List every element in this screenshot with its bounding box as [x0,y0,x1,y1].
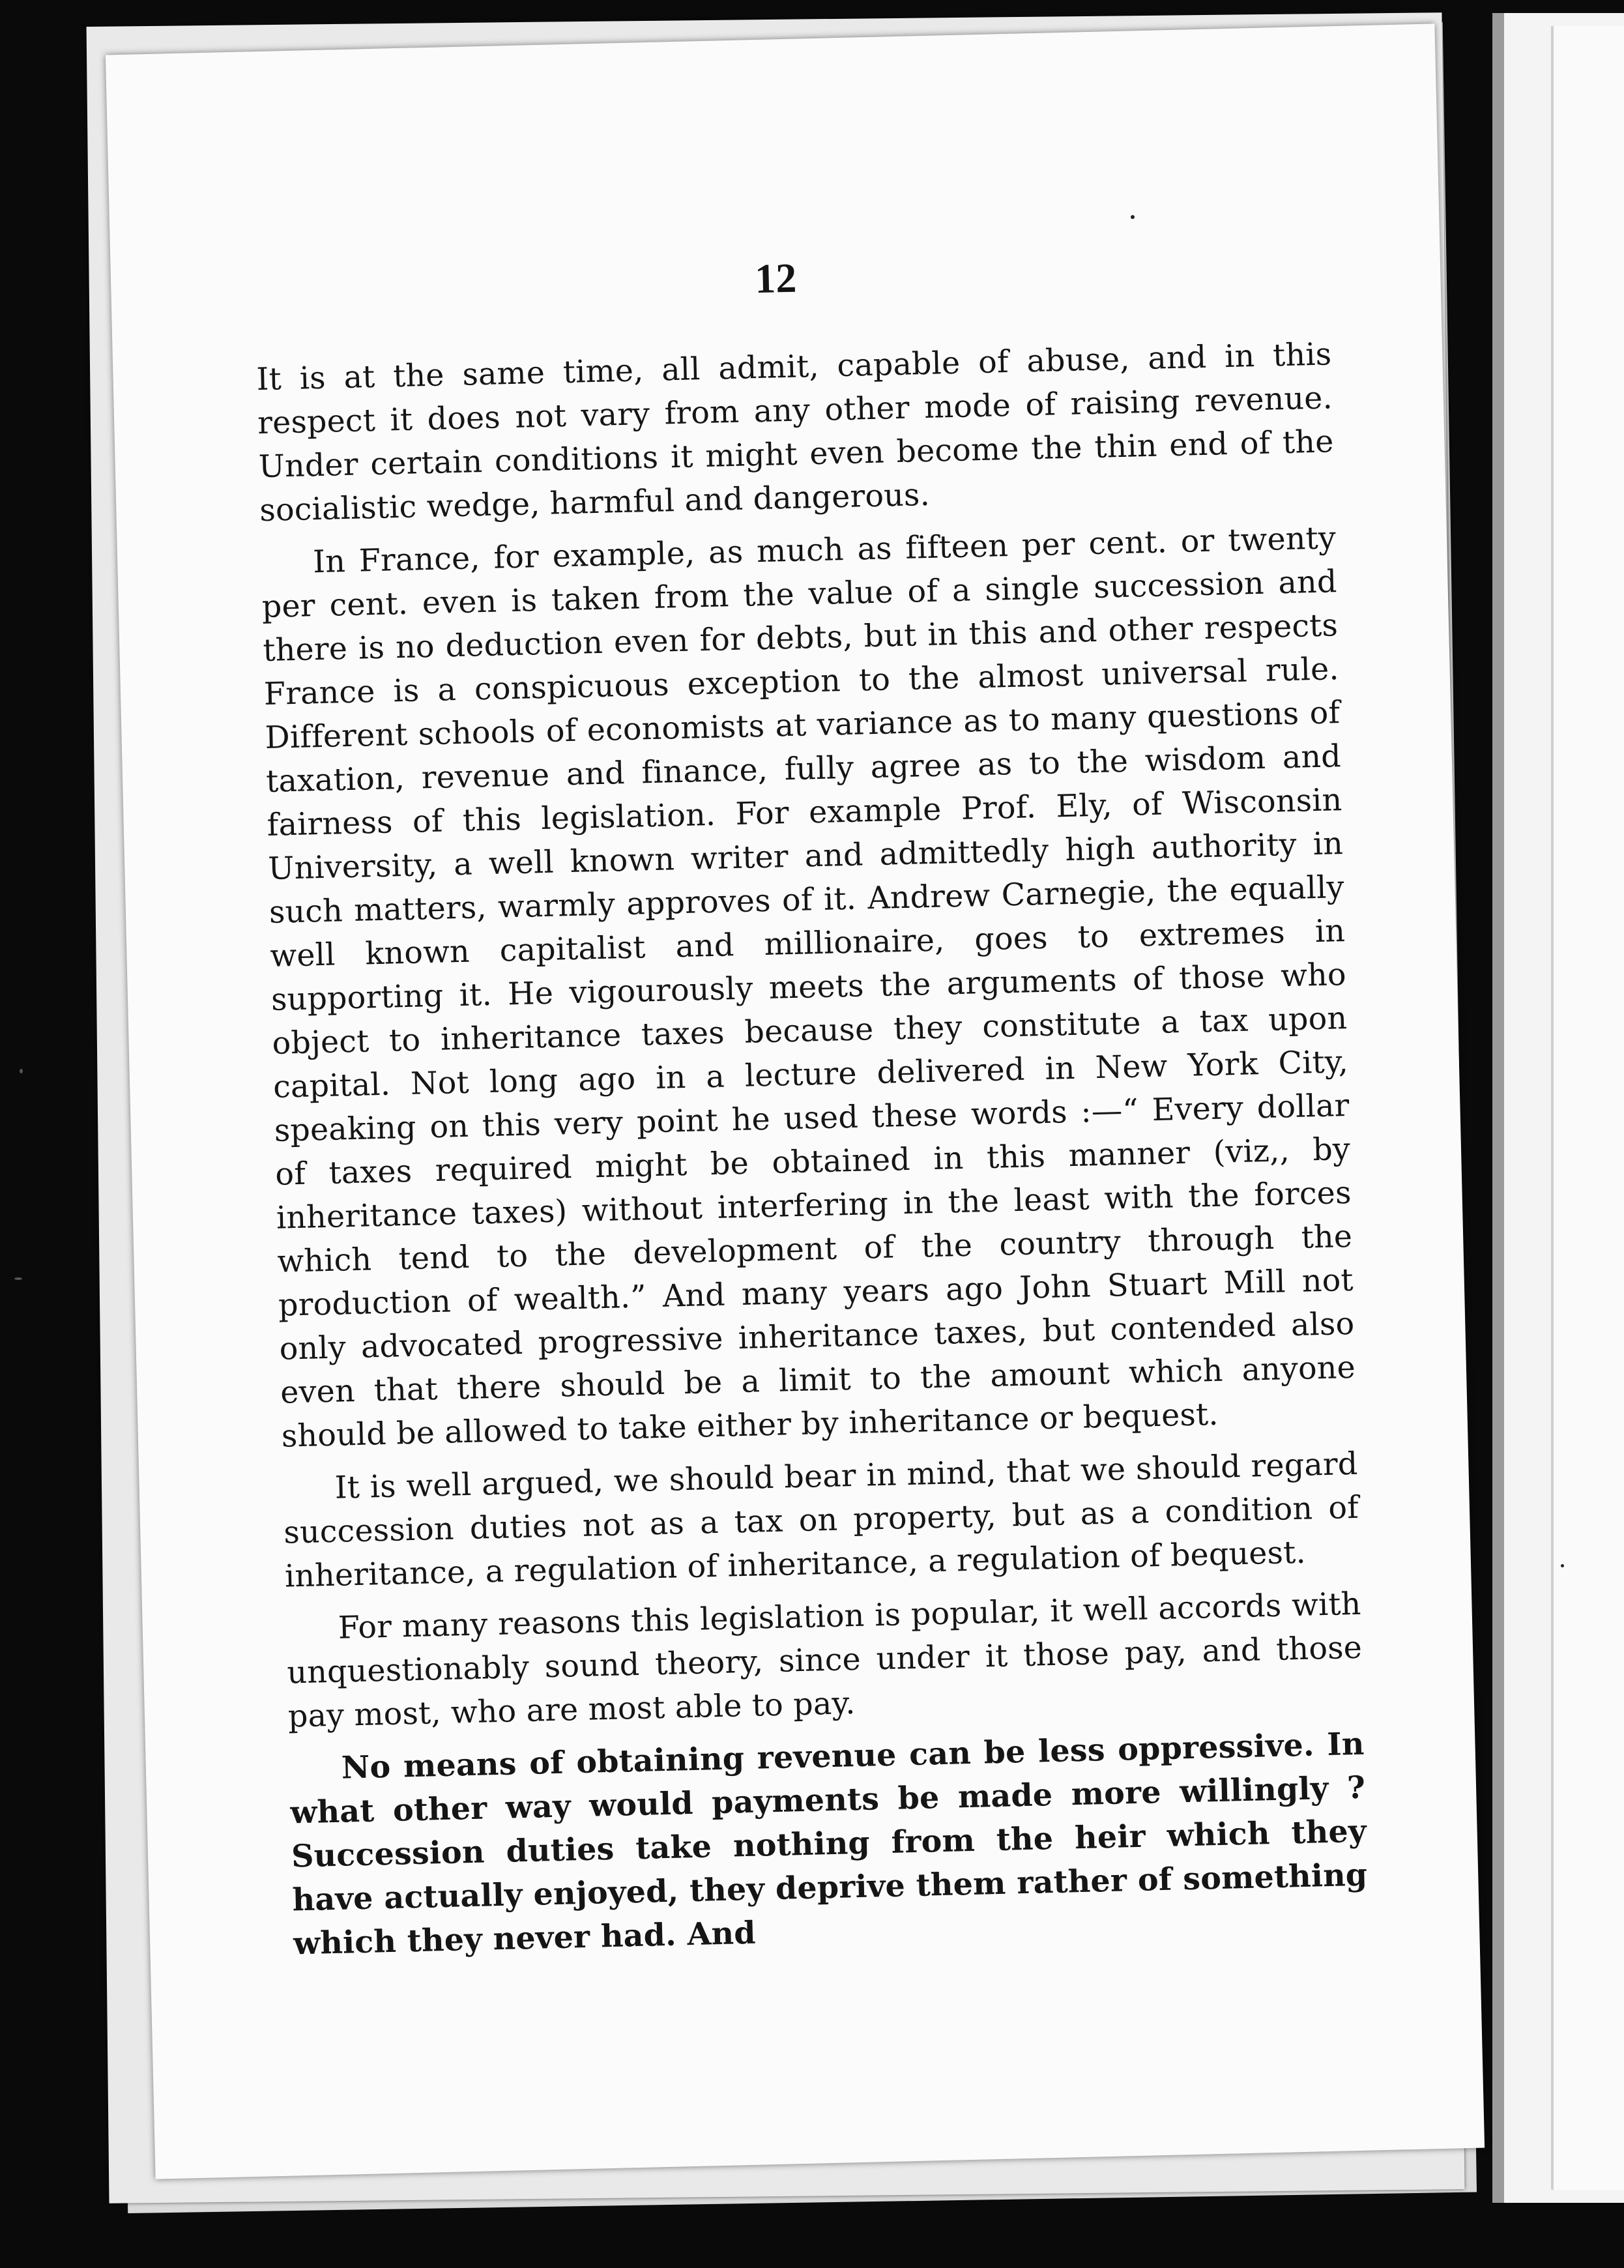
page-body-text [256,332,1369,1975]
paragraph-1: It is at the same time, all admit, capable of abuse, and in this respect it does not vary from any other mode of raising revenue. Under certain conditions it might even become the thin end of the socialistic wedge, harmful and dangerous. [256,336,1335,529]
scan-speck [20,1069,23,1073]
paragraph-4: For many reasons this legislation is popular, it well accords with unquestionably sound theory, since under it those pay, and those pay most, who are most able to pay. [286,1586,1363,1735]
page-number: 12 [754,254,798,302]
paragraph-2: In France, for example, as much as fifteen per cent. or twenty per cent. even is taken from the value of a single succession and there is no deduction even for debts, but in this and other respects France is a conspicuous exception to the almost universal rule. Different schools of economists at variance as to many questions of taxation, revenue and finance, fully agree as to the wisdom and fairness of this legislation. For example Prof. Ely, of Wisconsin University, a well known writer and admittedly high authority in such matters, warmly approves of it. Andrew Carnegie, the equally well known capitalist and millionaire, goes to extremes in supporting it. He vigourously meets the arguments of those who object to inheritance taxes because they constitute a tax upon capital. Not long ago in a lecture delivered in New York City, speaking on this very point he used these words :—“ Every dollar of taxes required might be obtained in this manner (viz,, by inheritance taxes) without interfering in the least with the forces which tend to the development of the country through the production of wealth.” And many years ago John Stuart Mill not only advocated progressive inheritance taxes, but contended also even that there should be a limit to the amount which anyone should be allowed to take either by inheritance or bequest. [261,520,1356,1455]
paragraph-3: It is well argued, we should bear in mind, that we should regard succession duties not as a tax on property, but as a condition of inheritance, a regulation of inheritance, a regulation of bequest. [283,1446,1359,1595]
facing-page-inner [1551,26,1624,2190]
book-page [106,23,1485,2179]
scan-speck [14,1277,22,1280]
paragraph-5: No means of obtaining revenue can be less oppressive. In what other way would payments be made more willingly ? Succession duties take nothing from the heir which they have actually enjoyed, they deprive them rather of something which they never had. And [289,1725,1368,1962]
scan-speck [1131,215,1135,219]
scan-speck [1561,1564,1564,1567]
